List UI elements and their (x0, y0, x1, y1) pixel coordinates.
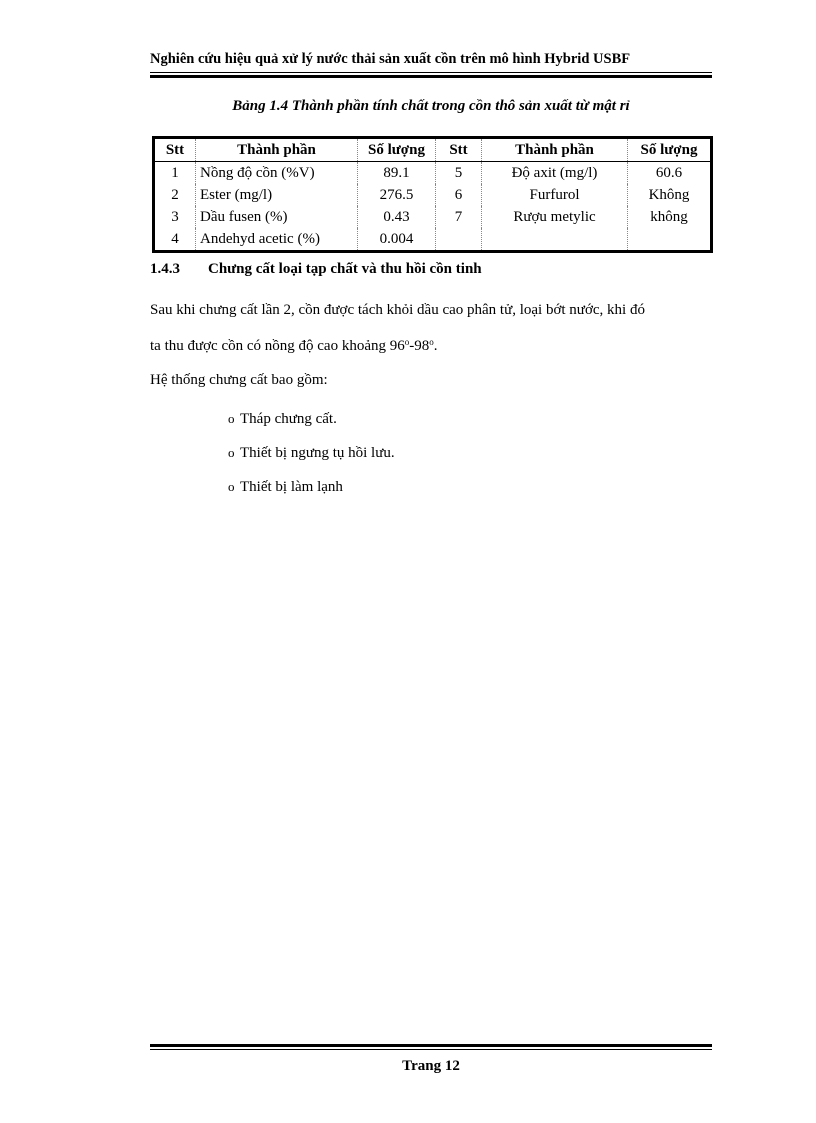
degree-mark: o (404, 337, 410, 347)
page-number: Trang 12 (402, 1058, 460, 1074)
table-cell (482, 228, 628, 252)
table-cell: 2 (171, 187, 179, 203)
bullet-marker: o (228, 479, 235, 494)
table-row (154, 228, 712, 252)
header-rule-thin (150, 72, 712, 73)
table-cell: 5 (436, 162, 482, 185)
list-item-text: Thiết bị làm lạnh (240, 479, 343, 495)
table-cell: 60.6 (628, 162, 712, 185)
table-cell: 4 (171, 231, 179, 247)
table-cell: Rượu metylic (482, 206, 628, 228)
paragraph-system: Hệ thống chưng cất bao gồm: (150, 372, 328, 388)
bullet-marker: o (228, 411, 235, 426)
table-cell: 276.5 (358, 184, 436, 206)
list-item (228, 411, 337, 428)
degree-mark: o (429, 337, 434, 347)
table-cell: Dầu fusen (%) (196, 206, 358, 228)
table-cell: Andehyd acetic (%) (196, 228, 358, 252)
table-cell: 3 (171, 209, 179, 225)
table-cell: Nồng độ cồn (%V) (196, 162, 358, 185)
bullet-marker: o (228, 445, 235, 460)
header-rule-thick (150, 75, 712, 78)
list-item-text: Tháp chưng cất. (240, 411, 337, 427)
section-number: 1.4.3 (150, 261, 180, 277)
table-cell: Furfurol (482, 184, 628, 206)
footer-rule-thin (150, 1049, 712, 1050)
table-row (154, 162, 712, 185)
col-header-stt-2: Stt (436, 138, 482, 162)
paragraph-line-1: Sau khi chưng cất lần 2, cồn được tách khỏi dầu cao phân tử, loại bớt nước, khi đó (150, 302, 645, 318)
table-cell: 89.1 (358, 162, 436, 185)
table-cell (628, 228, 712, 252)
table-cell: không (628, 206, 712, 228)
table-cell: 0.004 (358, 228, 436, 252)
list-item-text: Thiết bị ngưng tụ hồi lưu. (240, 445, 395, 461)
table-cell: Độ axit (mg/l) (482, 162, 628, 185)
table-cell: 6 (436, 184, 482, 206)
col-header-component: Thành phần (196, 138, 358, 162)
list-item (228, 479, 343, 496)
paragraph-text: . (433, 338, 438, 354)
table-cell: Không (628, 184, 712, 206)
composition-table (152, 136, 713, 253)
col-header-amount-2: Số lượng (628, 138, 712, 162)
col-header-component-2: Thành phần (482, 138, 628, 162)
footer-rule-thick (150, 1044, 712, 1047)
table-caption: Bảng 1.4 Thành phần tính chất trong cồn thô sản xuất từ mật rỉ (232, 98, 630, 114)
table-cell: 0.43 (358, 206, 436, 228)
table-cell: 1 (171, 165, 179, 181)
section-title: Chưng cất loại tạp chất và thu hồi cồn tinh (208, 261, 482, 277)
col-header-amount: Số lượng (358, 138, 436, 162)
running-header: Nghiên cứu hiệu quả xử lý nước thải sản xuất cồn trên mô hình Hybrid USBF (150, 51, 631, 67)
section-heading (150, 261, 482, 278)
table-row (154, 206, 712, 228)
col-header-stt: Stt (154, 138, 196, 162)
table-cell: 7 (436, 206, 482, 228)
paragraph-text: ta thu được cồn có nồng độ cao khoảng 96 (150, 338, 405, 354)
table-row (154, 184, 712, 206)
table-cell: Ester (mg/l) (196, 184, 358, 206)
list-item (228, 445, 395, 462)
paragraph-text: -98 (409, 338, 430, 354)
paragraph-line-2 (150, 337, 712, 355)
table-cell (436, 228, 482, 252)
table-header-row (154, 138, 712, 162)
